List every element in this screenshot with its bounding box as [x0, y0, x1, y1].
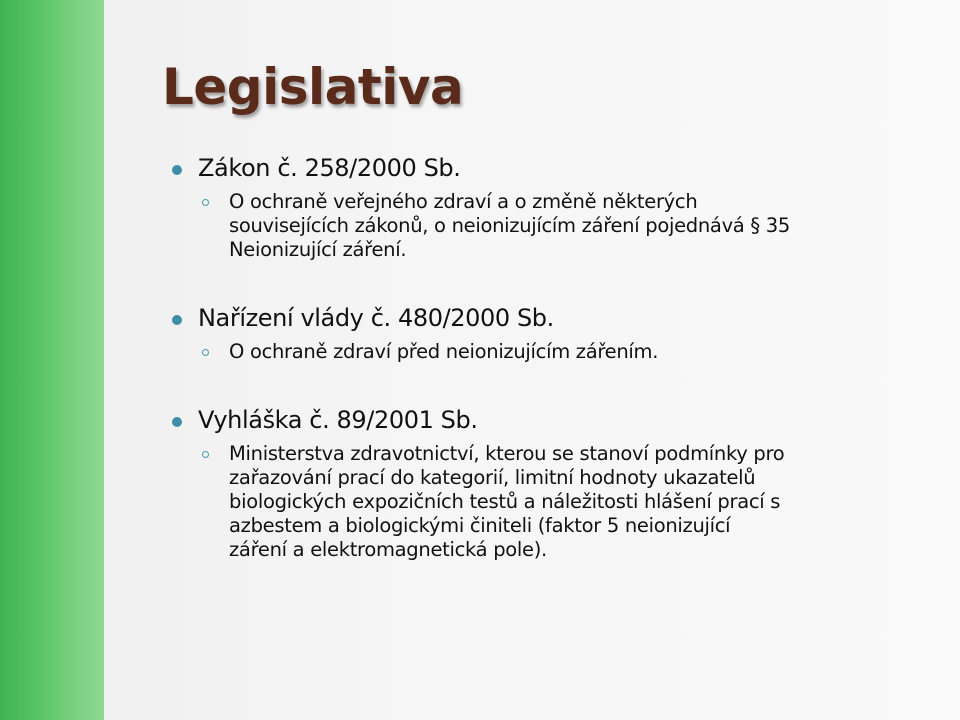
sub-bullet-ring-icon [202, 451, 209, 458]
text-line: záření a elektromagnetická pole). [229, 538, 547, 561]
bullet-item-narizeni [172, 300, 942, 364]
text-line: O ochraně veřejného zdraví a o změně některých [229, 190, 698, 213]
sub-bullet-ring-icon [202, 199, 209, 206]
text-line: O ochraně zdraví před neionizujícím zářením. [229, 340, 659, 363]
sub-bullet [198, 442, 942, 562]
slide-content [172, 150, 942, 588]
sub-bullet-text [229, 442, 942, 562]
item-heading: Nařízení vlády č. 480/2000 Sb. [198, 304, 554, 332]
bullet-dot-icon [172, 315, 182, 325]
bullet-dot-icon [172, 417, 182, 427]
sub-bullet-ring-icon [202, 349, 209, 356]
text-line: Ministerstva zdravotnictví, kterou se stanoví podmínky pro [229, 442, 785, 465]
text-line: Neionizující záření. [229, 238, 407, 261]
bullet-item-vyhlaska [172, 402, 942, 562]
bullet-dot-icon [172, 165, 182, 175]
text-line: zařazování prací do kategorií, limitní hodnoty ukazatelů [229, 466, 756, 489]
text-line: souvisejících zákonů, o neionizujícím záření pojednává § 35 [229, 214, 790, 237]
item-heading: Zákon č. 258/2000 Sb. [198, 154, 461, 182]
decorative-side-band [0, 0, 104, 720]
sub-bullet-text [229, 190, 942, 262]
text-line: azbestem a biologickými činiteli (faktor 5 neionizující [229, 514, 731, 537]
sub-bullet [198, 340, 942, 364]
slide-title: Legislativa [162, 58, 464, 116]
sub-bullet [198, 190, 942, 262]
bullet-item-zakon [172, 150, 942, 262]
item-heading: Vyhláška č. 89/2001 Sb. [198, 406, 478, 434]
sub-bullet-text [229, 340, 942, 364]
text-line: biologických expozičních testů a náležitosti hlášení prací s [229, 490, 781, 513]
